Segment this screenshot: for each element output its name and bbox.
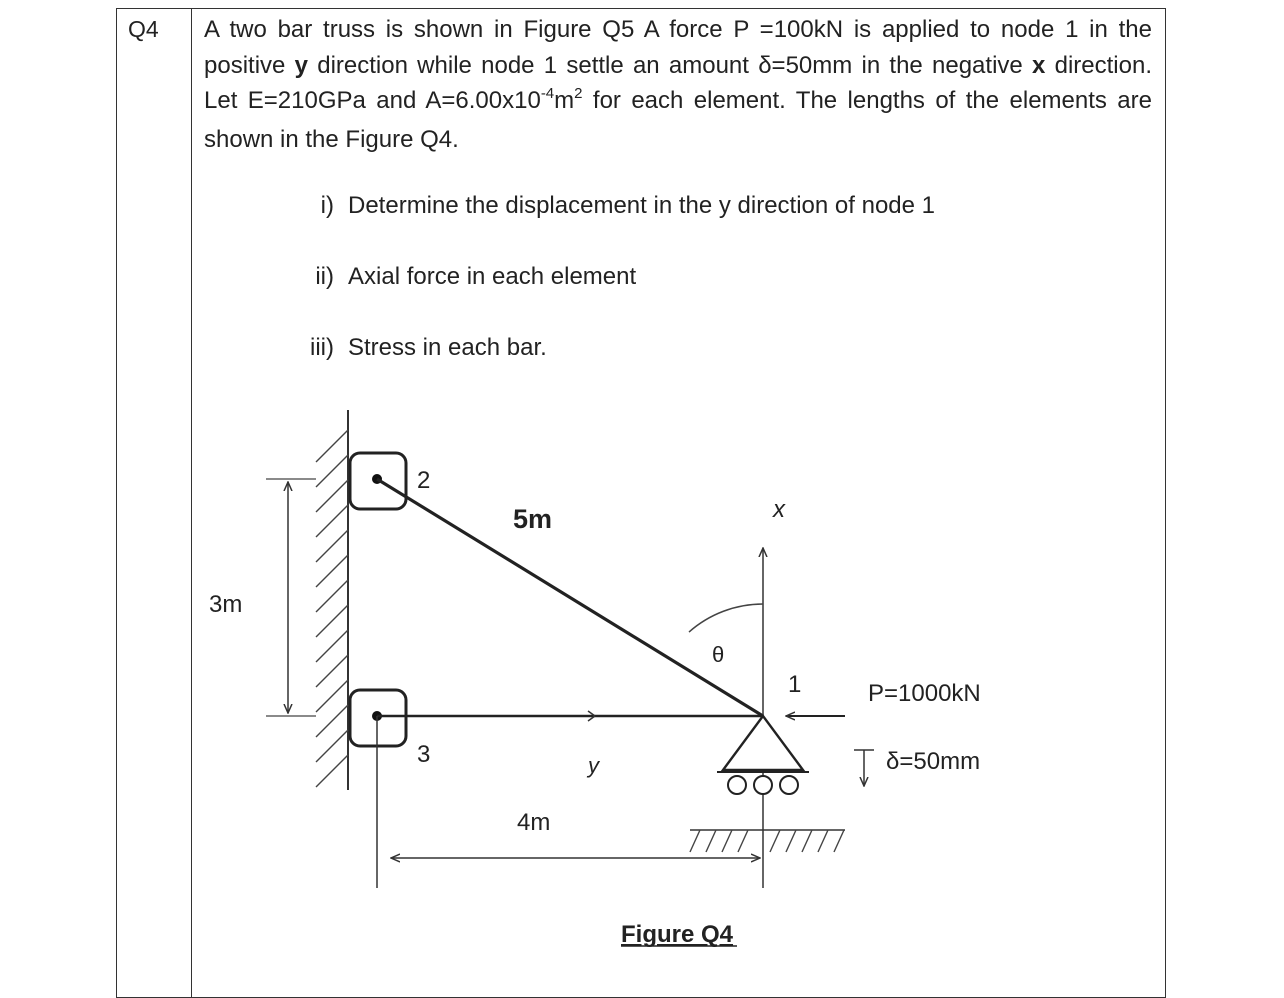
bold-x: x: [1032, 51, 1046, 79]
angle-label: θ: [712, 642, 725, 667]
dim-vertical-label: 3m: [209, 591, 243, 618]
dim-inclined-label: 5m: [513, 504, 553, 534]
text-part: m: [554, 87, 575, 114]
axis-x-label: x: [773, 496, 785, 523]
text-part: A two bar truss is shown in Figure Q5 A force P =100kN is applied to node 1 in the positive: [204, 16, 1152, 79]
text-part: direction. Let E=210GPa and A=6.00x10: [204, 51, 1153, 114]
question-number: Q4: [128, 16, 159, 42]
text-part: direction while node 1 settle an amount δ=50mm in the negative: [307, 51, 1033, 79]
task-text: Determine the displacement in the y direction of node 1: [348, 192, 936, 219]
bold-y: y: [294, 51, 308, 79]
axis-y-label: y: [588, 753, 599, 778]
task-text: Stress in each bar.: [348, 334, 547, 361]
exponent: -4: [540, 85, 555, 102]
settlement-label: δ=50mm: [886, 748, 981, 775]
force-label: P=1000kN: [868, 680, 981, 707]
figure-caption: Figure Q4: [621, 921, 734, 948]
task-number: iii): [310, 334, 334, 361]
task-number: i): [320, 192, 334, 219]
angle-arc: [689, 604, 763, 632]
task-text: Axial force in each element: [348, 263, 637, 290]
roller-support-triangle: [723, 716, 803, 770]
node-label-2: 2: [417, 467, 431, 494]
node-label-1: 1: [788, 671, 802, 698]
ground-hatching: [690, 830, 844, 852]
roller-wheel: [780, 776, 798, 794]
exponent: 2: [574, 85, 583, 102]
task-number: ii): [315, 263, 334, 290]
member-inclined: [377, 479, 763, 716]
text-part: for each element. The lengths of the elements are shown in the Figure Q4.: [204, 87, 1152, 153]
node-label-3: 3: [417, 741, 431, 768]
dim-horizontal-label: 4m: [517, 809, 551, 836]
wall-hatching: [316, 430, 348, 787]
roller-wheel: [754, 776, 772, 794]
roller-wheel: [728, 776, 746, 794]
